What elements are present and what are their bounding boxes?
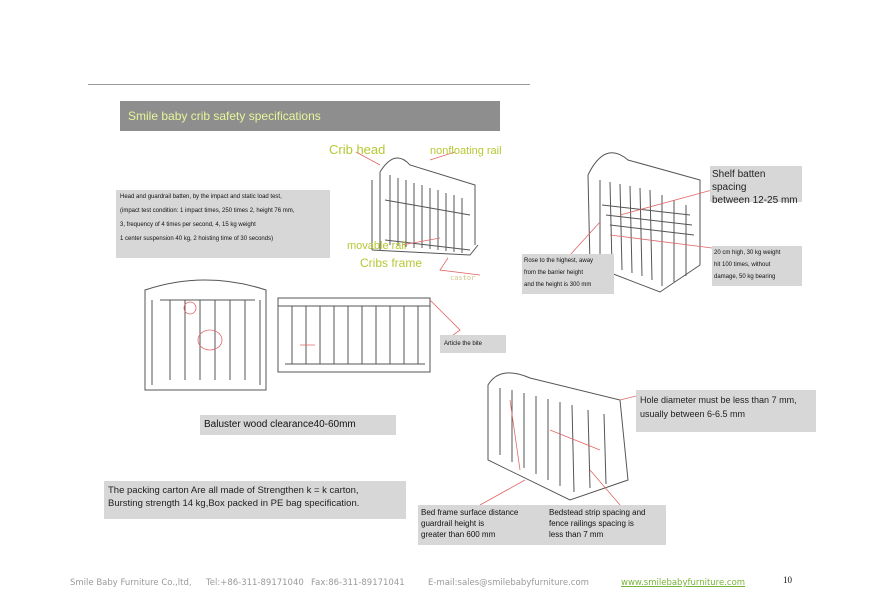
label-nonfloating-rail: nonfloating rail <box>430 145 502 157</box>
rose-line: and the height is 300 mm <box>524 282 592 288</box>
bedstead-strip-box <box>546 505 666 545</box>
load-line: hit 100 times, without <box>714 262 771 268</box>
hole-line: usually between 6-6.5 mm <box>640 409 746 419</box>
rose-height-box <box>522 254 614 294</box>
footer-company: Smile Baby Furniture Co.,ltd, <box>70 578 192 588</box>
footer-fax: Fax:86-311-89171041 <box>311 578 405 588</box>
baluster-clearance-box <box>200 415 396 435</box>
crib-drawing-bottom <box>480 373 640 505</box>
frame-line: Bed frame surface distance <box>421 508 519 517</box>
footer-website-wrap <box>621 578 745 588</box>
frame-line: greater than 600 mm <box>421 530 496 539</box>
baluster-clearance-text: Baluster wood clearance40-60mm <box>204 419 356 430</box>
article-bite-box <box>440 335 506 353</box>
strip-line: Bedstead strip spacing and <box>549 508 646 517</box>
hole-line: Hole diameter must be less than 7 mm, <box>640 395 797 405</box>
shelf-spacing-line: between 12-25 mm <box>712 195 798 206</box>
rose-line: from the barrier height <box>524 270 584 276</box>
footer-email: E-mail:sales@smilebabyfurniture.com <box>428 578 589 588</box>
load-line: 20 cm high, 30 kg weight <box>714 250 781 256</box>
bed-frame-box <box>418 505 548 545</box>
crib-drawing-headboard <box>145 280 266 390</box>
label-crib-head: Crib head <box>329 142 386 157</box>
shelf-spacing-line: Shelf batten spacing <box>712 169 766 193</box>
label-movable-rail: movable rail <box>347 240 407 252</box>
strip-line: fence railings spacing is <box>549 519 634 528</box>
load-line: damage, 50 kg bearing <box>714 274 776 280</box>
hole-diameter-box <box>636 390 816 432</box>
page-number: 10 <box>783 575 792 585</box>
impact-line: 3, frequency of 4 times per second, 4, 15 kg weight <box>120 222 256 228</box>
rose-line: Rose to the highest, away <box>524 258 594 264</box>
impact-test-box <box>116 190 330 258</box>
carton-line: Bursting strength 14 kg,Box packed in PE bag specification. <box>108 498 360 509</box>
impact-line: (impact test condition: 1 impact times, 250 times 2, height 76 mm, <box>120 208 295 214</box>
page-title: Smile baby crib safety specifications <box>128 109 321 123</box>
footer-tel: Tel:+86-311-89171040 <box>206 578 304 588</box>
packing-carton-box <box>104 481 406 519</box>
article-bite-text: Article the bite <box>444 341 483 347</box>
crib-drawing-side-rail <box>278 298 460 372</box>
shelf-spacing-box <box>710 166 802 206</box>
frame-line: guardrail height is <box>421 519 485 528</box>
label-cribs-frame: Cribs frame <box>360 256 423 270</box>
carton-line: The packing carton Are all made of Strengthen k = k carton, <box>108 485 359 496</box>
strip-line: less than 7 mm <box>549 530 604 539</box>
impact-line: 1 center suspension 40 kg, 2 hoisting time of 30 seconds) <box>120 236 274 242</box>
impact-line: Head and guardrail batten, by the impact and static load test, <box>120 194 282 200</box>
footer-website-link[interactable]: www.smilebabyfurniture.com <box>621 578 746 588</box>
label-castor: castor <box>450 274 476 282</box>
load-test-box <box>712 246 802 286</box>
